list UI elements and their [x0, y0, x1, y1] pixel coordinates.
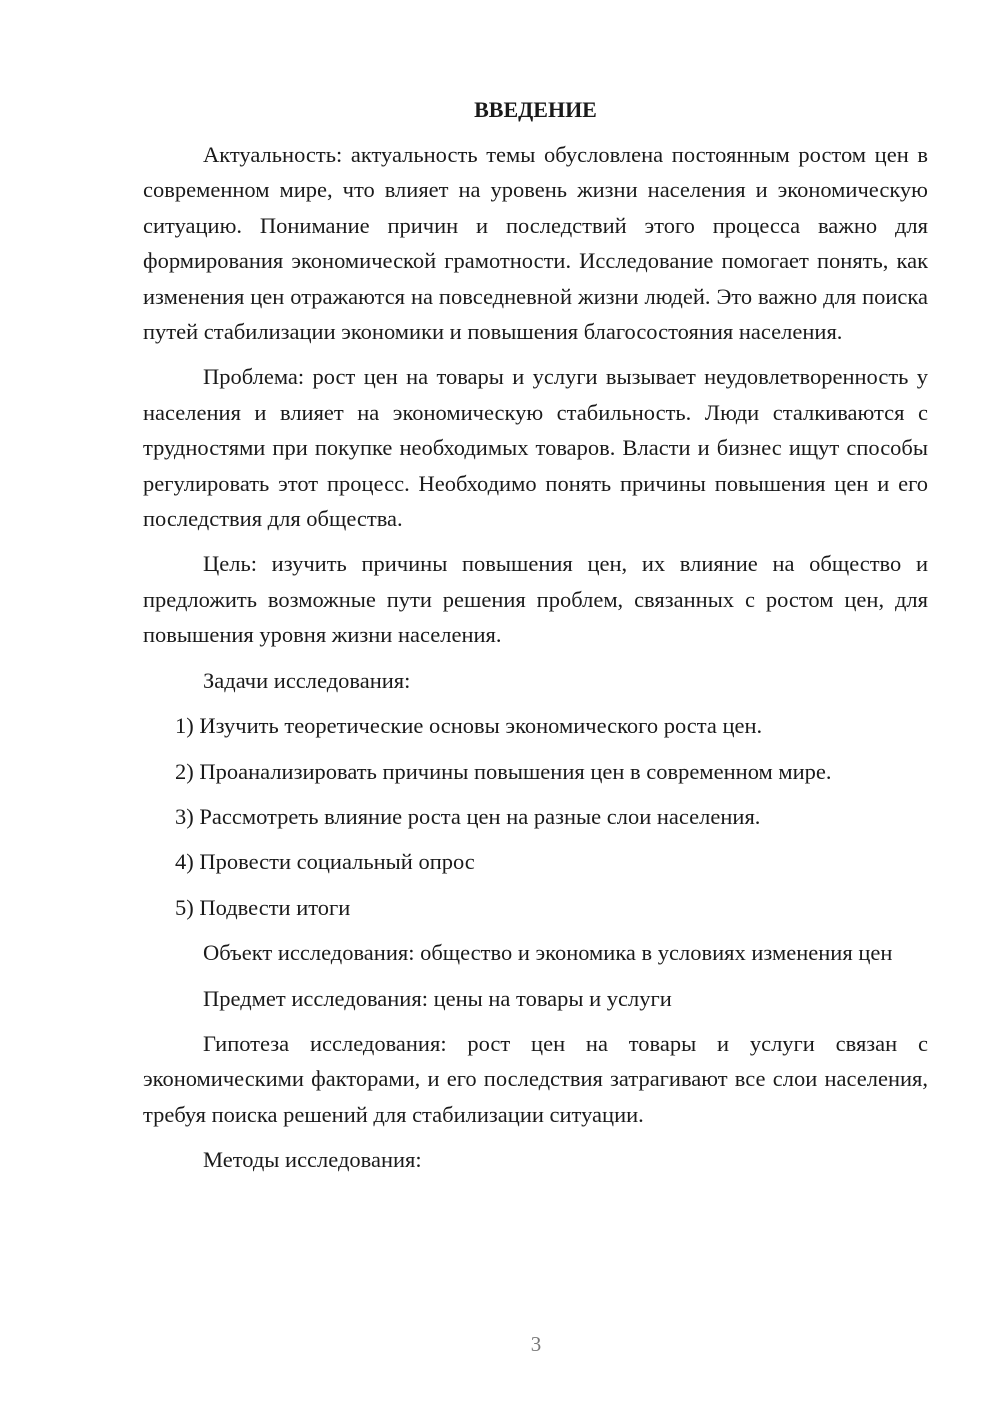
task-item-1: 1) Изучить теоретические основы экономического роста цен. — [175, 713, 763, 739]
task-item-5: 5) Подвести итоги — [175, 894, 351, 920]
hypothesis-paragraph: Гипотеза исследования: рост цен на товары и услуги связан с экономическими факторами, и его последствия затрагивают все слои населения, требуя поиска решений для стабилизации ситуации. — [143, 1030, 928, 1127]
methods-heading: Методы исследования: — [203, 1147, 422, 1173]
task-item-3: 3) Рассмотреть влияние роста цен на разные слои населения. — [175, 803, 761, 829]
goal-paragraph: Цель: изучить причины повышения цен, их влияние на общество и предложить возможные пути решения проблем, связанных с ростом цен, для повышения уровня жизни населения. — [143, 551, 928, 648]
page-content — [143, 92, 928, 1178]
subject-paragraph: Предмет исследования: цены на товары и услуги — [203, 985, 672, 1011]
task-item-2: 2) Проанализировать причины повышения цен в современном мире. — [175, 758, 832, 784]
page-number: 3 — [530, 1332, 542, 1356]
tasks-heading: Задачи исследования: — [203, 667, 411, 693]
section-title: ВВЕДЕНИЕ — [474, 97, 597, 122]
task-item-4: 4) Провести социальный опрос — [175, 849, 475, 875]
problem-paragraph: Проблема: рост цен на товары и услуги вызывает неудовлетворенность у населения и влияет на экономическую стабильность. Люди сталкиваются с трудностями при покупке необходимых товаров. Власти и бизнес ищут способы регулировать этот процесс. Необходимо понять причины повышения цен и его последствия для общества. — [143, 364, 928, 532]
object-paragraph: Объект исследования: общество и экономика в условиях изменения цен — [203, 940, 893, 966]
relevance-paragraph: Актуальность: актуальность темы обусловлена постоянным ростом цен в современном мире, что влияет на уровень жизни населения и экономическую ситуацию. Понимание причин и последствий этого процесса важно для формирования экономической грамотности. Исследование помогает понять, как изменения цен отражаются на повседневной жизни людей. Это важно для поиска путей стабилизации экономики и повышения благосостояния населения. — [143, 142, 928, 345]
